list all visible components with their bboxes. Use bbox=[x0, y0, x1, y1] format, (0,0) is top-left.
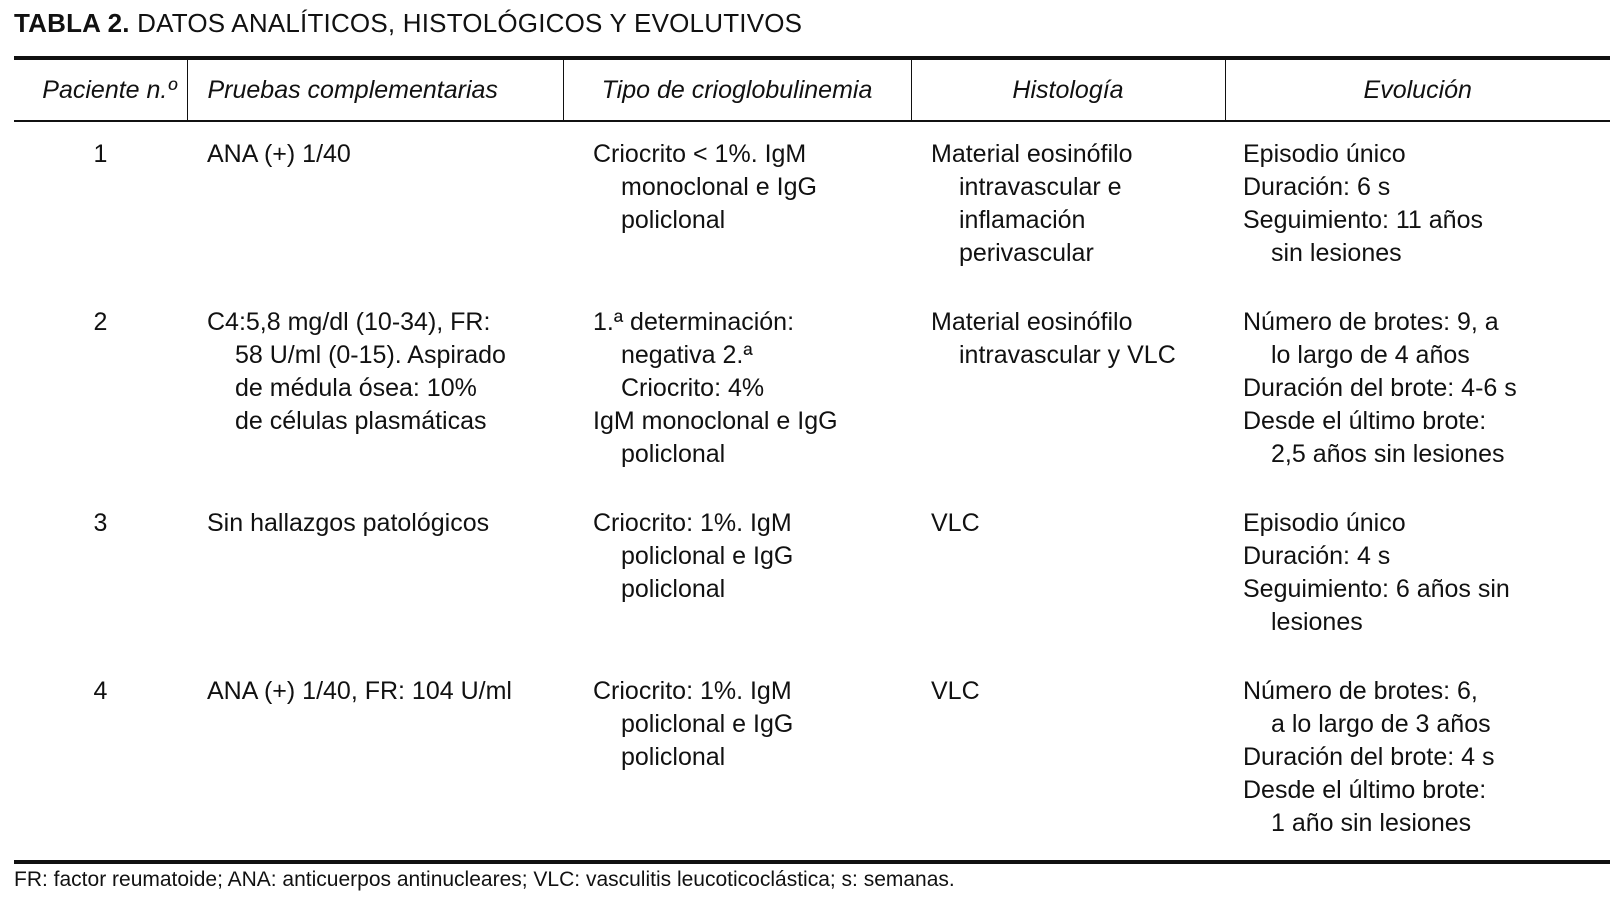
cell-tipo bbox=[563, 290, 911, 491]
cell-line: Material eosinófilo bbox=[931, 308, 1133, 336]
cell-evolucion bbox=[1225, 121, 1610, 290]
cell-line: VLC bbox=[931, 677, 980, 705]
cell-line: lo largo de 4 años bbox=[1271, 341, 1470, 369]
cell-line: inflamación bbox=[959, 206, 1086, 234]
cell-line: Material eosinófilo bbox=[931, 140, 1133, 168]
cell-line: Desde el último brote: bbox=[1243, 776, 1487, 804]
header-tipo: Tipo de crioglobulinemia bbox=[563, 58, 911, 121]
cell-line: a lo largo de 3 años bbox=[1271, 710, 1491, 738]
header-histologia: Histología bbox=[911, 58, 1225, 121]
cell-pruebas bbox=[187, 491, 563, 659]
cell-line: Criocrito: 4% bbox=[621, 374, 765, 402]
cell-line: Seguimiento: 6 años sin bbox=[1243, 575, 1510, 603]
cell-line: Número de brotes: 6, bbox=[1243, 677, 1478, 705]
cell-line: Episodio único bbox=[1243, 140, 1406, 168]
cell-line: Criocrito: 1%. IgM bbox=[593, 677, 792, 705]
cell-line: Sin hallazgos patológicos bbox=[207, 509, 490, 537]
cell-line: negativa 2.ª bbox=[621, 341, 753, 369]
cell-line: 58 U/ml (0-15). Aspirado bbox=[235, 341, 506, 369]
table-title-label: TABLA 2. bbox=[14, 8, 130, 38]
cell-line: perivascular bbox=[959, 239, 1094, 267]
cell-line: VLC bbox=[931, 509, 980, 537]
cell-line: C4:5,8 mg/dl (10-34), FR: bbox=[207, 308, 491, 336]
cell-histologia bbox=[911, 659, 1225, 862]
cell-paciente: 4 bbox=[93, 677, 108, 705]
cell-evolucion bbox=[1225, 290, 1610, 491]
cell-tipo bbox=[563, 659, 911, 862]
data-table-container bbox=[14, 56, 1610, 864]
cell-pruebas bbox=[187, 290, 563, 491]
cell-line: policlonal bbox=[621, 206, 726, 234]
cell-line: 1.ª determinación: bbox=[593, 308, 795, 336]
cell-paciente: 2 bbox=[93, 308, 108, 336]
table-title bbox=[14, 8, 802, 39]
cell-paciente: 1 bbox=[93, 140, 108, 168]
cell-line: monoclonal e IgG bbox=[621, 173, 817, 201]
cell-line: 2,5 años sin lesiones bbox=[1271, 440, 1505, 468]
cell-line: policlonal e IgG bbox=[621, 710, 794, 738]
cell-line: policlonal bbox=[621, 440, 726, 468]
cell-line: sin lesiones bbox=[1271, 239, 1402, 267]
data-table bbox=[14, 56, 1610, 864]
cell-line: Duración: 4 s bbox=[1243, 542, 1391, 570]
cell-evolucion bbox=[1225, 491, 1610, 659]
cell-line: intravascular y VLC bbox=[959, 341, 1176, 369]
cell-histologia bbox=[911, 290, 1225, 491]
cell-line: Criocrito < 1%. IgM bbox=[593, 140, 807, 168]
table-row bbox=[14, 290, 1610, 491]
table-footnote: FR: factor reumatoide; ANA: anticuerpos antinucleares; VLC: vasculitis leucoticoclástica; s: semanas. bbox=[14, 868, 955, 891]
cell-histologia bbox=[911, 491, 1225, 659]
table-row bbox=[14, 121, 1610, 290]
cell-line: Criocrito: 1%. IgM bbox=[593, 509, 792, 537]
table-body bbox=[14, 121, 1610, 862]
table-header bbox=[14, 58, 1610, 121]
header-evolucion: Evolución bbox=[1225, 58, 1610, 121]
cell-line: ANA (+) 1/40 bbox=[207, 140, 351, 168]
cell-line: Duración del brote: 4-6 s bbox=[1243, 374, 1517, 402]
cell-line: IgM monoclonal e IgG bbox=[593, 407, 838, 435]
cell-line: policlonal bbox=[621, 743, 726, 771]
cell-line: Número de brotes: 9, a bbox=[1243, 308, 1499, 336]
cell-pruebas bbox=[187, 121, 563, 290]
cell-line: policlonal e IgG bbox=[621, 542, 794, 570]
cell-line: de células plasmáticas bbox=[235, 407, 487, 435]
cell-line: 1 año sin lesiones bbox=[1271, 809, 1472, 837]
cell-line: Seguimiento: 11 años bbox=[1243, 206, 1483, 234]
cell-evolucion bbox=[1225, 659, 1610, 862]
cell-tipo bbox=[563, 121, 911, 290]
header-paciente: Paciente n.º bbox=[42, 75, 177, 104]
header-pruebas: Pruebas complementarias bbox=[187, 58, 563, 121]
cell-line: Duración del brote: 4 s bbox=[1243, 743, 1495, 771]
cell-line: intravascular e bbox=[959, 173, 1122, 201]
cell-line: policlonal bbox=[621, 575, 726, 603]
cell-line: de médula ósea: 10% bbox=[235, 374, 477, 402]
cell-tipo bbox=[563, 491, 911, 659]
table-header-row bbox=[14, 58, 1610, 121]
cell-line: ANA (+) 1/40, FR: 104 U/ml bbox=[207, 677, 512, 705]
table-row bbox=[14, 659, 1610, 862]
cell-histologia bbox=[911, 121, 1225, 290]
cell-line: Episodio único bbox=[1243, 509, 1406, 537]
cell-line: Desde el último brote: bbox=[1243, 407, 1487, 435]
table-row bbox=[14, 491, 1610, 659]
table-title-text: DATOS ANALÍTICOS, HISTOLÓGICOS Y EVOLUTIVOS bbox=[137, 8, 803, 38]
cell-pruebas bbox=[187, 659, 563, 862]
cell-paciente: 3 bbox=[93, 509, 108, 537]
cell-line: lesiones bbox=[1271, 608, 1363, 636]
cell-line: Duración: 6 s bbox=[1243, 173, 1391, 201]
